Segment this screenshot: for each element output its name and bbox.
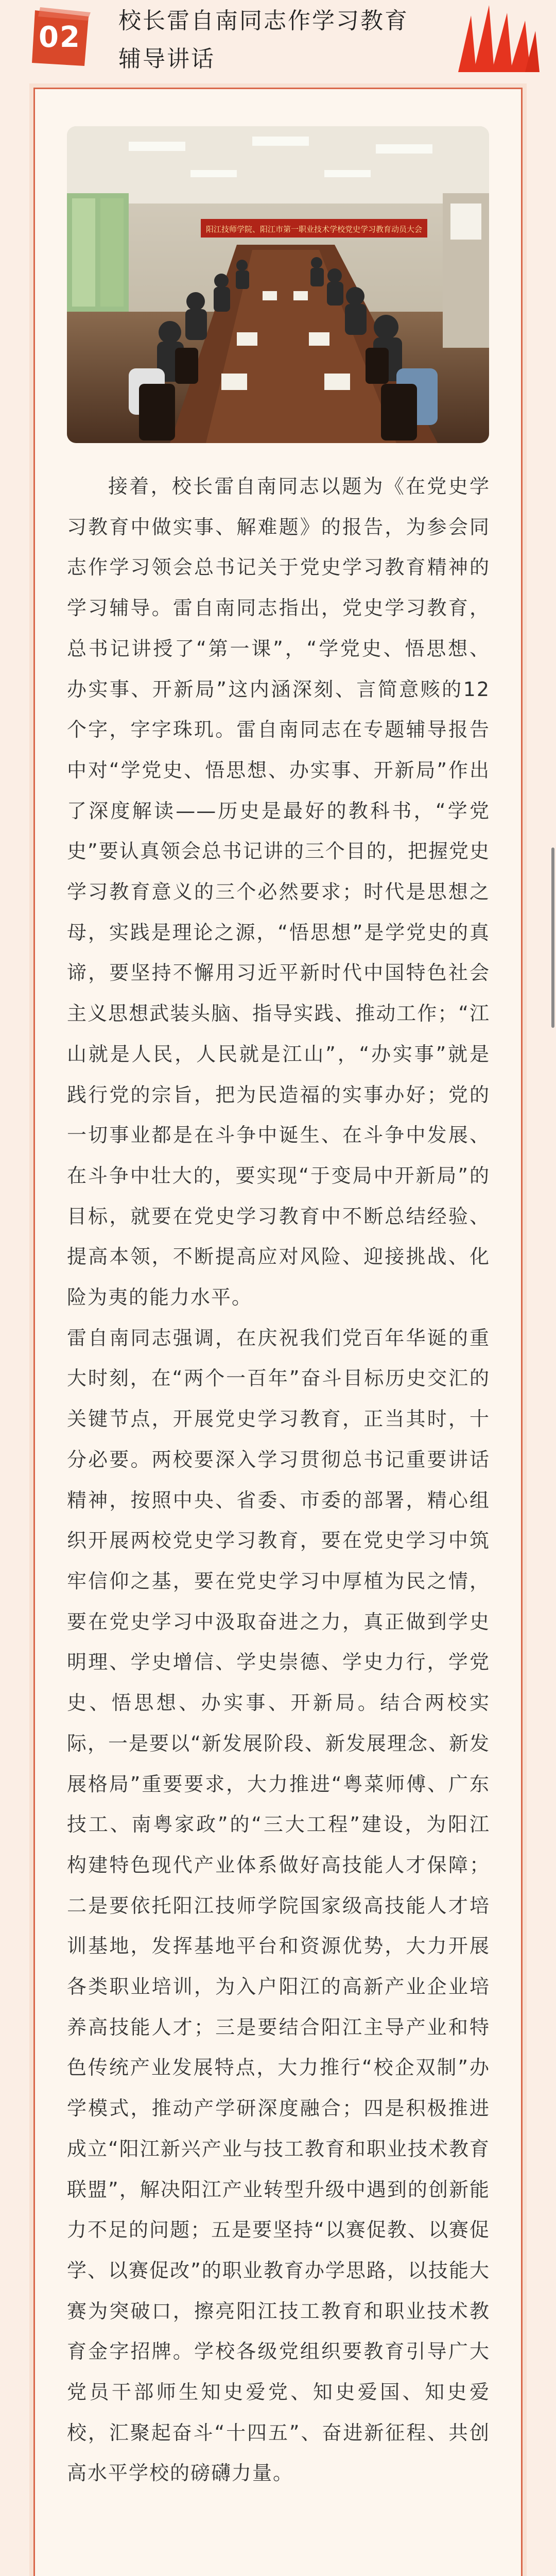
section-number: 02 — [39, 21, 81, 54]
article-paragraph-2: 雷自南同志强调，在庆祝我们党百年华诞的重大时刻，在“两个一百年”奋斗目标历史交汇的关键节点，开展党史学习教育，正当其时，十分必要。两校要深入学习贯彻总书记重要讲话精神，按照中央、省委、市委的部署，精心组织开展两校党史学习教育，要在党史学习中筑牢信仰之基，要在党史学习中厚植为民之情，要在党史学习中汲取奋进之力，真正做到学史明理、学史增信、学史崇德、学史力行，学党史、悟思想、办实事、开新局。结合两校实际，一是要以“新发展阶段、新发展理念、新发展格局”重要要求，大力推进“粤菜师傅、广东技工、南粤家政”的“三大工程”建设，为阳江构建特色现代产业体系做好高技能人才保障；二是要依托阳江技师学院国家级高技能人才培训基地，发挥基地平台和资源优势，大力开展各类职业培训，为入户阳江的高新产业企业培养高技能人才；三是要结合阳江主导产业和特色传统产业发展特点，大力推行“校企双制”办学模式，推动产学研深度融合；四是积极推进成立“阳江新兴产业与技工教育和职业技术教育联盟”，解决阳江产业转型升级中遇到的创新能力不足的问题；五是要坚持“以赛促教、以赛促学、以赛促改”的职业教育办学思路，以技能大赛为突破口，擦亮阳江技工教育和职业技术教育金字招牌。学校各级党组织要教育引导广大党员干部师生知史爱党、知史爱国、知史爱校，汇聚起奋斗“十四五”、奋进新征程、共创高水平学校的磅礴力量。 — [67, 1326, 490, 2485]
article-body — [67, 466, 490, 2494]
article-paragraph-1: 接着，校长雷自南同志以题为《在党史学习教育中做实事、解难题》的报告，为参会同志作学习领会总书记关于党史学习教育精神的学习辅导。雷自南同志指出，党史学习教育，总书记讲授了“第一课”，“学党史、悟思想、办实事、开新局”这内涵深刻、言简意赅的12个字，字字珠玑。雷自南同志在专题辅导报告中对“学党史、悟思想、办实事、开新局”作出了深度解读——历史是最好的教科书，“学党史”要认真领会总书记讲的三个目的，把握党史学习教育意义的三个必然要求；时代是思想之母，实践是理论之源，“悟思想”是学党史的真谛，要坚持不懈用习近平新时代中国特色社会主义思想武装头脑、指导实践、推动工作；“江山就是人民，人民就是江山”，“办实事”就是践行党的宗旨，把为民造福的实事办好；党的一切事业都是在斗争中诞生、在斗争中发展、在斗争中壮大的，要实现“于变局中开新局”的目标，就要在党史学习教育中不断总结经验、提高本领，不断提高应对风险、迎接挑战、化险为夷的能力水平。 — [67, 475, 490, 1309]
section-header — [0, 0, 556, 82]
section-title: 校长雷自南同志作学习教育辅导讲话 — [118, 8, 409, 72]
scrollbar-thumb[interactable] — [551, 848, 554, 1028]
red-flags-icon — [453, 0, 541, 77]
photo-banner-text: 阳江技师学院、阳江市第一职业技术学校党史学习教育动员大会 — [205, 225, 423, 234]
meeting-room-photo — [67, 126, 489, 443]
section-number-badge — [31, 5, 93, 70]
